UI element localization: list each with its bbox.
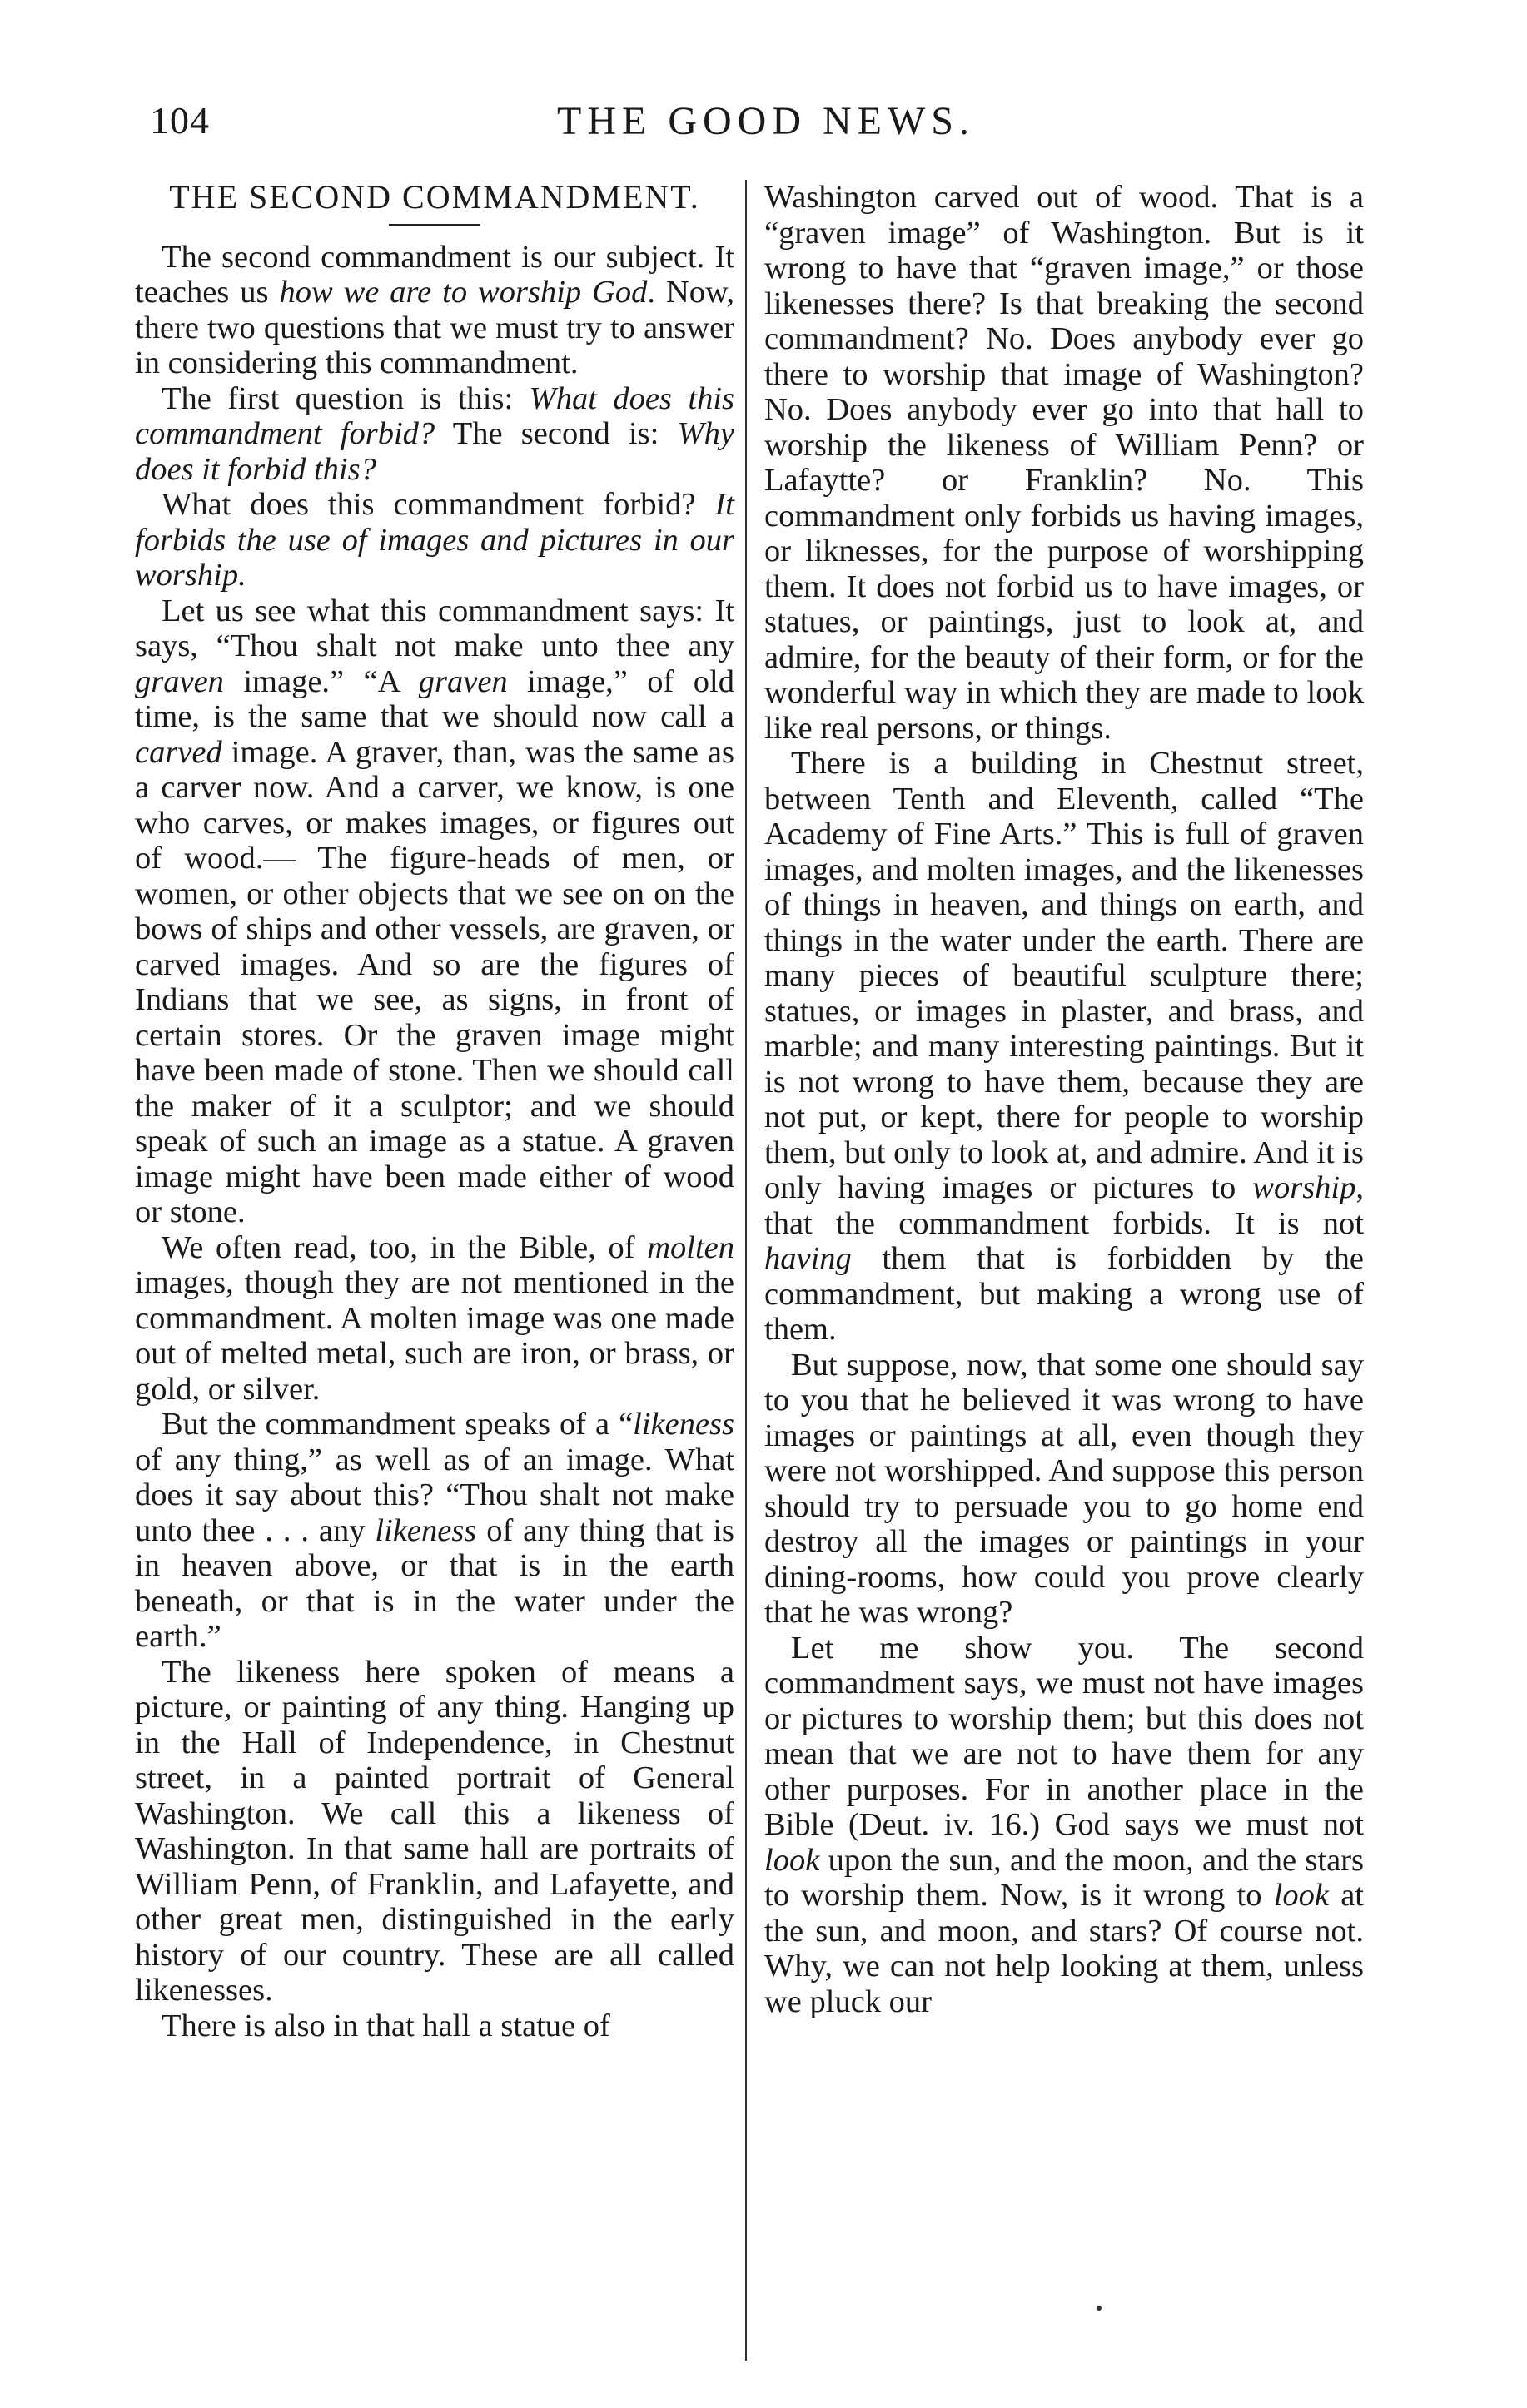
page-header: [150, 98, 1382, 156]
paragraph: Let me show you. The second commandment says, we must not have images or pictures to worship them; but this does not mean that we are not to have them for any other purposes. For in another place in the Bible (Deut. iv. 16.) God says we must not look upon the sun, and the moon, and the stars to worship them. Now, is it wrong to look at the sun, and moon, and stars? Of course not. Why, we can not help looking at them, unless we pluck our: [764, 1630, 1364, 2019]
paragraph: But suppose, now, that some one should say to you that he believed it was wrong to have images or paintings at all, even though they were not worshipped. And suppose this person should try to persuade you to go home end destroy all the images or paintings in your dining-rooms, how could you prove clearly that he was wrong?: [764, 1347, 1364, 1630]
title-divider: [389, 224, 480, 226]
column-rule: [745, 180, 747, 2361]
right-column: [764, 180, 1364, 2019]
paragraph: We often read, too, in the Bible, of molten images, though they are not mentioned in the commandment. A molten image was one made out of melted metal, such are iron, or brass, or gold, or silver.: [135, 1229, 734, 1407]
article-title: THE SECOND COMMANDMENT.: [169, 178, 700, 216]
paragraph: Let us see what this commandment says: It says, “Thou shalt not make unto thee any graven image.” “A graven image,” of old time, is the same that we should now call a carved image. A graver, than, was the same as a carver now. And a carver, we know, is one who carves, or makes images, or figures out of wood.— The figure-heads of men, or women, or other objects that we see on on the bows of ships and other vessels, are graven, or carved images. And so are the figures of Indians that we see, as signs, in front of certain stores. Or the graven image might have been made of stone. Then we should call the maker of it a sculptor; and we should speak of such an image as a statue. A graven image might have been made either of wood or stone.: [135, 593, 734, 1229]
paragraph: But the commandment speaks of a “likeness of any thing,” as well as of an image. What does it say about this? “Thou shalt not make unto thee . . . any likeness of any thing that is in heaven above, or that is in the earth beneath, or that is in the water under the earth.”: [135, 1407, 734, 1654]
page-number: 104: [150, 99, 210, 142]
paragraph: What does this commandment forbid? It forbids the use of images and pictures in our worship.: [135, 487, 734, 593]
paragraph: There is also in that hall a statue of: [162, 2008, 610, 2043]
paragraph: There is a building in Chestnut street, between Tenth and Eleventh, called “The Academy of Fine Arts.” This is full of graven images, and molten images, and the likenesses of things in heaven, and things on earth, and things in the water under the earth. There are many pieces of beautiful sculpture there; statues, or images in plaster, and brass, and marble; and many interesting paintings. But it is not wrong to have them, because they are not put, or kept, there for people to worship them, but only to look at, and admire. And it is only having images or pictures to worship, that the commandment forbids. It is not having them that is forbidden by the commandment, but making a wrong use of them.: [764, 746, 1364, 1347]
ink-dot: [1097, 2306, 1102, 2311]
paragraph: The likeness here spoken of means a picture, or painting of any thing. Hanging up in the Hall of Independence, in Chestnut street, in a painted portrait of General Washington. We call this a likeness of Washington. In that same hall are portraits of William Penn, of Franklin, and Lafayette, and other great men, distinguished in the early history of our country. These are all called likenesses.: [135, 1654, 734, 2008]
paragraph: Washington carved out of wood. That is a “graven image” of Washington. But is it wrong to have that “graven image,” or those likenesses there? Is that breaking the second commandment? No. Does anybody ever go there to worship that image of Washington? No. Does anybody ever go into that hall to worship the likeness of William Penn? or Lafaytte? or Franklin? No. This commandment only forbids us having images, or liknesses, for the purpose of worshipping them. It does not forbid us to have images, or statues, or paintings, just to look at, and admire, for the beauty of their form, or for the wonderful way in which they are made to look like real persons, or things.: [764, 180, 1364, 746]
running-title: THE GOOD NEWS.: [557, 99, 975, 143]
paragraph: The second commandment is our subject. It teaches us how we are to worship God. Now, there two questions that we must try to answer in considering this commandment.: [135, 239, 734, 380]
paragraph: The first question is this: What does this commandment forbid? The second is: Why does it forbid this?: [135, 380, 734, 487]
left-column: [135, 180, 734, 2043]
